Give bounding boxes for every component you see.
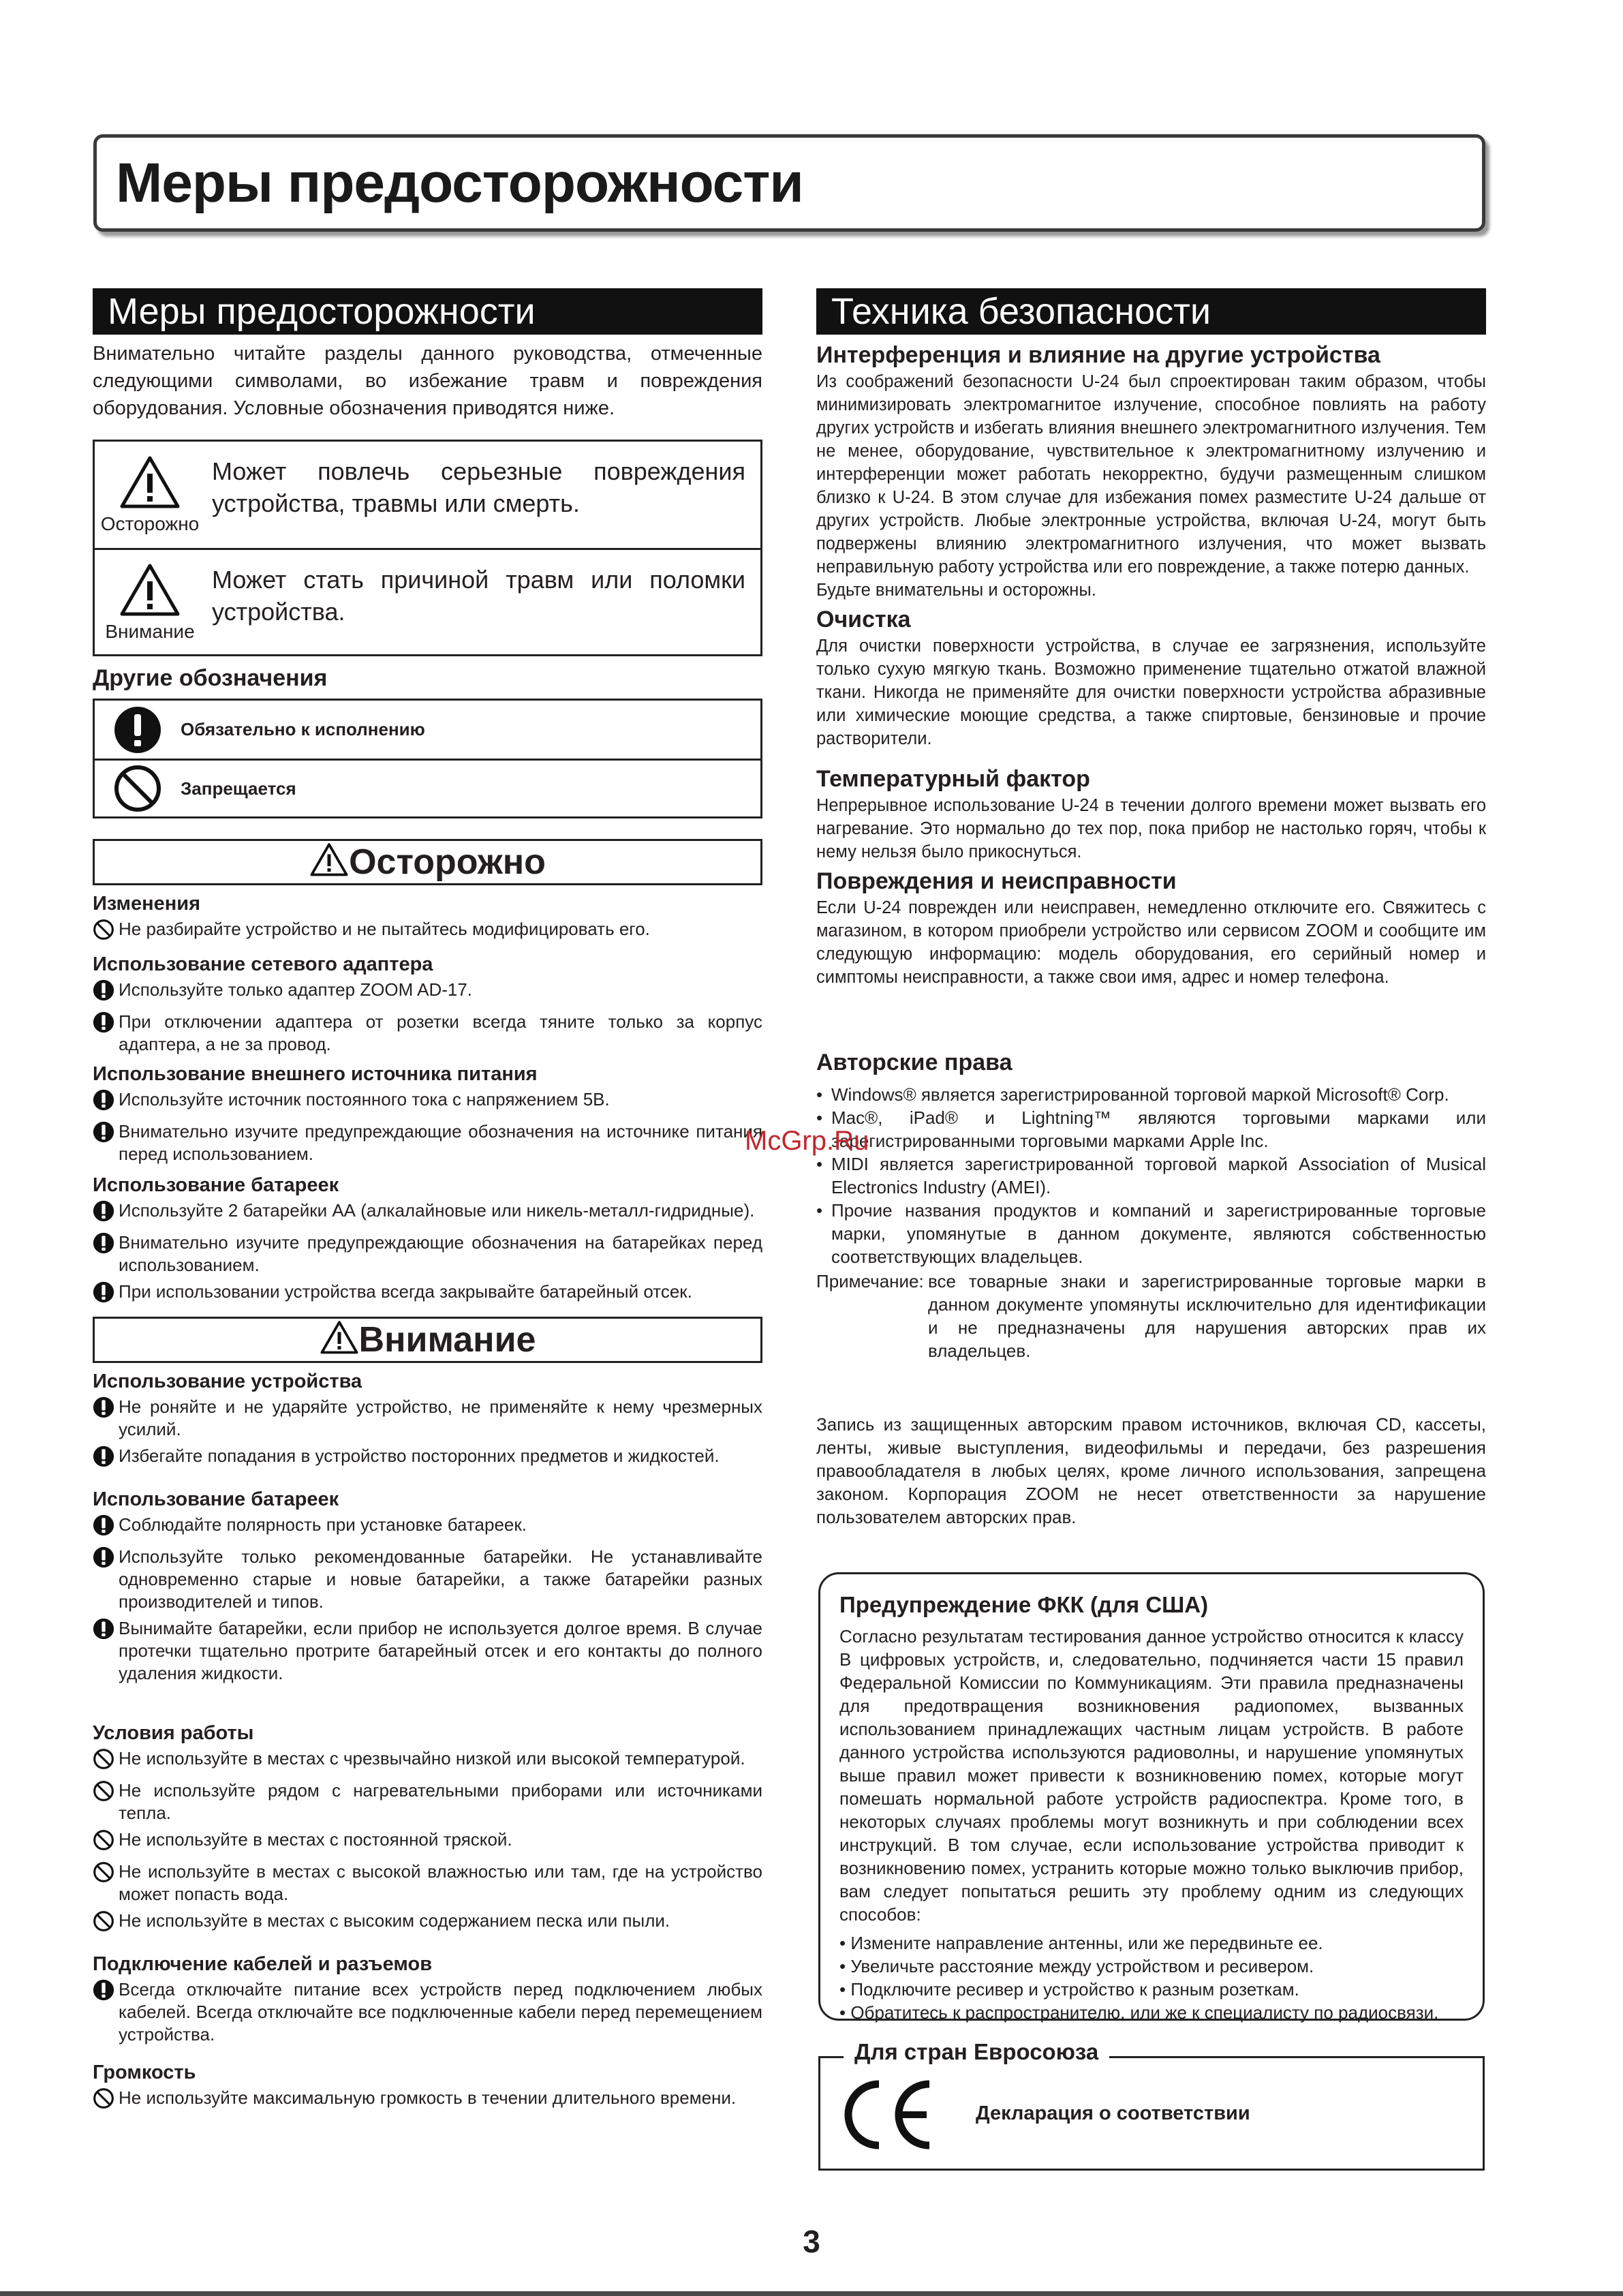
warning-triangle-icon [119,455,181,509]
precaution-item [93,1120,762,1165]
precaution-item [93,1088,762,1116]
precaution-item [93,979,762,1007]
precaution-item [93,918,762,946]
eu-title: Для стран Евросоюза [844,2039,1109,2065]
safety-text: Для очистки поверхности устройства, в случае ее загрязнения, используйте только сухую мягкую ткань. Возможно применение тщательно отжатой влажной ткани. Никогда не применяйте для очистки поверхности устройства абразивные или химические моющие средства, а также спиртовые, бензиновые и прочие растворители. [816,637,1486,748]
precaution-item [93,2087,762,2115]
warning-legend-table [93,440,762,656]
copyright-bullet: • MIDI является зарегистрированной торговой маркой Association of Musical Electronics Industry (AMEI). [816,1154,1486,1197]
caution-desc: Может повлечь серьезные повреждения устройства, травмы или смерть. [212,457,745,517]
note-label: Примечание: [816,1271,924,1291]
prohibited-icon [93,1861,119,1888]
fcc-list-item: • Увеличьте расстояние между устройством и ресивером. [839,1956,1314,1976]
symbol-row-prohibited [95,759,760,816]
other-symbols-title: Другие обозначения [93,665,328,691]
precaution-text: При отключении адаптера от розетки всегда тяните только за корпус адаптера, а не за провод. [119,1011,762,1054]
symbols-table [93,699,762,818]
copyright-bullet: • Mac®, iPad® и Lightning™ являются торговыми марками или зарегистрированными торговыми марками Apple Inc. [816,1107,1486,1151]
precaution-text: Используйте 2 батарейки АА (алкалайновые или никель-металл-гидридные). [119,1200,755,1221]
ce-mark-icon [837,2077,936,2152]
precaution-item [93,1828,762,1856]
warning-triangle-icon [309,842,349,876]
fcc-list-item: • Подключите ресивер и устройство к разным розеткам. [839,1979,1299,2000]
subsection-title: Использование батареек [93,1488,339,1510]
prohibited-icon [93,1828,119,1856]
precaution-item [93,1514,762,1542]
intro-paragraph: Внимательно читайте разделы данного руководства, отмеченные следующими символами, во избежание травм и повреждения оборудования. Условные обозначения приводятся ниже. [93,343,762,419]
precaution-item [93,1396,762,1441]
safety-subtitle: Интерференция и влияние на другие устройства [816,342,1380,368]
copyright-bullet: • Windows® является зарегистрированной торговой маркой Microsoft® Corp. [816,1084,1449,1105]
prohibited-icon [93,1779,119,1807]
precaution-item [93,1910,762,1938]
attention-sections [93,1367,762,2115]
precaution-text: Не используйте в местах с постоянной тряской. [119,1829,512,1850]
prohibited-icon [113,764,162,813]
title-box [93,134,1485,232]
caution-label: Осторожно [100,513,200,534]
fcc-list [839,1931,1464,2024]
symbol-row-mandatory [95,701,760,759]
precaution-item [93,1546,762,1613]
mandatory-icon [113,705,162,754]
safety-text: Из соображений безопасности U-24 был спроектирован таким образом, чтобы минимизировать электромагнитое излучение, способное повлиять на работу других устройств и избегать влияния внешнего электромагнитного излучения. Тем не менее, оборудование, чувствительное к электромагнитному излучению и интерференции может работать некорректно, будучи размещенным слишком близко к U-24. В этом случае для избежания помех разместите U-24 дальше от других устройств. Любые электронные устройства, включая U-24, могут быть подвержены влиянию электромагнитного излучения, что может вызвать неправильную работу устройства или его повреждение, а также потерю данных. [816,372,1486,577]
caution-sections [93,889,762,1308]
mandatory-icon [93,1120,119,1148]
precaution-item [93,1281,762,1308]
precaution-text: Не роняйте и не ударяйте устройство, не применяйте к нему чрезмерных усилий. [119,1396,762,1439]
precaution-item [93,1861,762,1905]
subsection-title: Условия работы [93,1722,254,1744]
precaution-item [93,1011,762,1056]
prohibited-icon [93,1747,119,1775]
safety-text: Если U-24 поврежден или неисправен, немедленно отключите его. Свяжитесь с магазином, в котором приобрели устройство или сервисом ZOOM и сообщите им следующую информацию: модель оборудования, его серийный номер и симптомы неисправности, а также свои имя, адрес и номер телефона. [816,898,1486,987]
copyright-bullet: • Прочие названия продуктов и компаний и зарегистрированные торговые марки, упомянутые в данном документе, являются собственностью соответствующих владельцев. [816,1200,1486,1267]
fcc-list-item: • Измените направление антенны, или же передвиньте ее. [839,1933,1323,1953]
note-text: все товарные знаки и зарегистрированные торговые марки в данном документе упомянуты исключительно для идентификации и не предназначены для нарушения авторских прав их владельцев. [928,1271,1486,1361]
safety-subtitle: Очистка [816,607,911,632]
bottom-rule [0,2291,1623,2296]
mandatory-icon [93,979,119,1007]
mandatory-icon [93,1514,119,1542]
attention-desc: Может стать причиной травм или поломки устройства. [212,566,745,626]
attention-label: Внимание [105,620,195,642]
precaution-item [93,1445,762,1473]
fcc-list-item: • Обратитесь к распространителю, или же к специалисту по радиосвязи. [839,2002,1439,2023]
recording-paragraph: Запись из защищенных авторским правом источников, включая CD, кассеты, ленты, живые выступления, видеофильмы и передачи, без разрешения правообладателя в любых целях, кроме личного использования, запрещена законом. Корпорация ZOOM не несет ответственности за нарушение пользователем авторских прав. [816,1414,1486,1527]
precaution-text: Не используйте в местах с чрезвычайно низкой или высокой температурой. [119,1748,745,1769]
safety-subtitle: Температурный фактор [816,766,1090,792]
precaution-item [93,1231,762,1276]
precaution-text: Внимательно изучите предупреждающие обозначения на батарейках перед использованием. [119,1232,762,1275]
caution-banner-title: Осторожно [349,842,546,882]
precaution-text: Соблюдайте полярность при установке батареек. [119,1514,527,1535]
precaution-text: Избегайте попадания в устройство посторонних предметов и жидкостей. [119,1445,720,1466]
precaution-text: При использовании устройства всегда закрывайте батарейный отсек. [119,1281,692,1302]
precaution-text: Внимательно изучите предупреждающие обозначения на источнике питания перед использованием. [119,1121,762,1164]
fcc-title: Предупреждение ФКК (для США) [839,1592,1209,1617]
fcc-text: Согласно результатам тестирования данное устройство относится к классу B цифровых устройств, и, следовательно, подчиняется части 15 правил Федеральной Комиссии по Коммуникациям. Эти правила предназначены для предотвращения возникновения радиопомех, вызванных использованием принадлежащих частным лицам устройств. В работе данного устройства используются радиоволны, и нарушение упомянутых выше правил может привести к возникновению помех, которые могут помешать нормальной работе устройств радиоспектра. Кроме того, в некоторых случаях проблемы могут возникнуть и при соблюдении всех инструкций. В том случае, если использование устройства приводит к возникновению помех, устранить которые можно только выключив прибор, вам следует попытаться решить эту проблему одним из следующих способов: [839,1626,1464,1925]
page-title: Меры предосторожности [116,152,803,214]
precaution-text: Используйте источник постоянного тока с напряжением 5В. [119,1089,610,1109]
warning-triangle-icon [320,1320,359,1354]
subsection-title: Использование устройства [93,1371,362,1392]
safety-subtitle: Повреждения и неисправности [816,868,1177,894]
mandatory-icon [93,1199,119,1227]
precaution-text: Используйте только адаптер ZOOM AD-17. [119,979,473,1000]
watermark: McGrp.Ru [745,1126,869,1156]
right-column [816,288,1486,1529]
warning-row-caution [95,442,760,548]
subsection-title: Использование батареек [93,1174,339,1196]
precaution-text: Всегда отключайте питание всех устройств перед подключением любых кабелей. Всегда отключайте все подключенные кабели перед перемещением устройства. [119,1979,762,2045]
safety-sections [816,340,1486,989]
warning-triangle-icon [119,562,181,617]
mandatory-icon [93,1546,119,1574]
prohibited-icon [93,2087,119,2115]
precaution-text: Вынимайте батарейки, если прибор не используется долгое время. В случае протечки тщательно протрите батарейный отсек и его контакты до полного удаления жидкости. [119,1618,762,1683]
precaution-item [93,1617,762,1685]
safety-text: Непрерывное использование U-24 в течении долгого времени может вызвать его нагревание. Это нормально до тех пор, пока прибор не настолько горяч, чтобы к нему нельзя было прикоснуться. [816,796,1486,861]
prohibited-icon [93,1910,119,1938]
precaution-text: Не используйте максимальную громкость в течении длительного времени. [119,2087,737,2108]
safety-extra: Будьте внимательны и осторожны. [816,581,1096,600]
copyright-note [816,1270,1486,1362]
precaution-item [93,1199,762,1227]
precaution-text: Не используйте рядом с нагревательными приборами или источниками тепла. [119,1780,762,1823]
mandatory-icon [93,1396,119,1424]
subsection-title: Использование внешнего источника питания [93,1063,538,1085]
mandatory-label: Обязательно к исполнению [181,719,425,739]
subsection-title: Использование сетевого адаптера [93,953,433,975]
mandatory-icon [93,1011,119,1039]
fcc-notice-box [818,1572,1485,2021]
right-section-header: Техника безопасности [816,288,1486,335]
warning-row-attention [95,548,760,654]
subsection-title: Изменения [93,893,201,915]
copyright-title: Авторские права [816,1050,1013,1075]
precaution-item [93,1978,762,2046]
attention-banner [93,1317,762,1363]
subsection-title: Громкость [93,2062,196,2083]
eu-declaration: Декларация о соответствии [976,2102,1250,2124]
left-column [93,288,762,2119]
precaution-item [93,1747,762,1775]
mandatory-icon [93,1978,119,2006]
mandatory-icon [93,1445,119,1473]
mandatory-icon [93,1281,119,1308]
prohibited-label: Запрещается [181,778,296,799]
copyright-list [816,1083,1486,1362]
precaution-text: Не используйте в местах с высокой влажностью или там, где на устройство может попасть вода. [119,1861,762,1904]
page-number: 3 [803,2224,820,2259]
left-section-header: Меры предосторожности [93,288,762,335]
mandatory-icon [93,1231,119,1259]
precaution-item [93,1779,762,1824]
precaution-text: Не используйте в местах с высоким содержанием песка или пыли. [119,1910,670,1931]
precaution-text: Не разбирайте устройство и не пытайтесь модифицировать его. [119,919,650,939]
attention-banner-title: Внимание [358,1320,536,1360]
mandatory-icon [93,1617,119,1645]
subsection-title: Подключение кабелей и разъемов [93,1953,433,1975]
caution-banner [93,839,762,885]
precaution-text: Используйте только рекомендованные батарейки. Не устанавливайте одновременно старые и новые батарейки, а также батарейки разных производителей и типов. [119,1546,762,1612]
mandatory-icon [93,1088,119,1116]
prohibited-icon [93,918,119,946]
